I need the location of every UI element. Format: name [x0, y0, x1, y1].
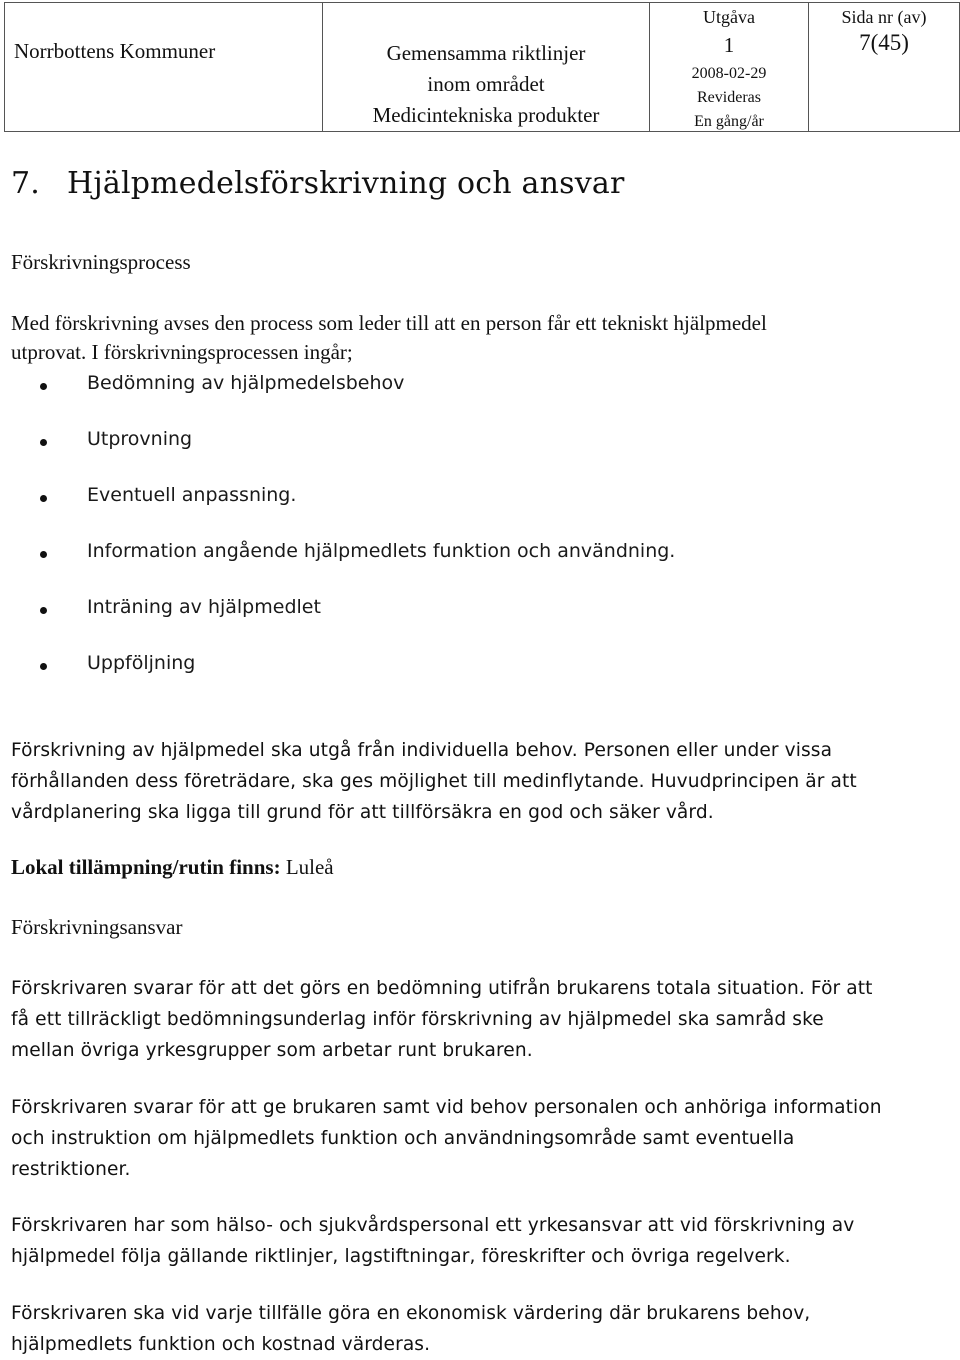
paragraph-line: vårdplanering ska ligga till grund för att tillförsäkra en god och säker vård. — [11, 802, 714, 823]
page-number: 7(45) — [859, 29, 909, 55]
chapter-number: 7. — [11, 166, 41, 201]
list-item-text: Uppföljning — [87, 652, 196, 674]
paragraph-economic-valuation — [11, 1298, 959, 1360]
list-item — [40, 372, 675, 428]
list-item-text: Information angående hjälpmedlets funktion och användning. — [87, 540, 676, 562]
page-info-cell — [809, 3, 960, 132]
paragraph-line: förhållanden dess företrädare, ska ges möjlighet till medinflytande. Huvudprincipen är att — [11, 771, 857, 792]
paragraph-line: Förskrivaren svarar för att det görs en bedömning utifrån brukarens totala situation. För att — [11, 978, 873, 999]
organization-name: Norrbottens Kommuner — [14, 39, 216, 63]
intro-line-2: utprovat. I förskrivningsprocessen ingår; — [11, 340, 353, 364]
paragraph-professional-responsibility — [11, 1210, 959, 1272]
bullet-icon — [40, 495, 47, 502]
local-application-label: Lokal tillämpning/rutin finns: — [11, 855, 281, 879]
paragraph-line: Förskrivaren ska vid varje tillfälle göra en ekonomisk värdering där brukarens behov, — [11, 1303, 811, 1324]
subject-line-3: Medicintekniska produkter — [372, 103, 600, 127]
process-step-list — [40, 372, 675, 708]
local-application-value: Luleå — [280, 855, 334, 879]
chapter-heading — [11, 166, 625, 201]
paragraph-assessment — [11, 973, 959, 1066]
local-application-note — [11, 855, 334, 880]
paragraph-line: hjälpmedel följa gällande riktlinjer, lagstiftningar, föreskrifter och övriga regelverk. — [11, 1246, 791, 1267]
list-item-text: Eventuell anpassning. — [87, 484, 297, 506]
list-item-text: Utprovning — [87, 428, 193, 450]
revision-label: Revideras — [697, 88, 761, 106]
page-label: Sida nr (av) — [841, 7, 927, 27]
list-item — [40, 540, 675, 596]
list-item — [40, 484, 675, 540]
bullet-icon — [40, 551, 47, 558]
edition-date: 2008-02-29 — [691, 64, 767, 82]
paragraph-line: Förskrivning av hjälpmedel ska utgå från individuella behov. Personen eller under vissa — [11, 740, 833, 761]
bullet-icon — [40, 439, 47, 446]
bullet-icon — [40, 607, 47, 614]
section-heading-forskrivningsprocess: Förskrivningsprocess — [11, 250, 191, 274]
subject-line-2: inom området — [427, 72, 545, 96]
list-item — [40, 428, 675, 484]
paragraph-line: hjälpmedlets funktion och kostnad värderas. — [11, 1334, 431, 1355]
paragraph-information — [11, 1092, 959, 1185]
paragraph-line: och instruktion om hjälpmedlets funktion och användningsområde samt eventuella — [11, 1128, 795, 1149]
edition-number: 1 — [723, 32, 735, 57]
revision-interval: En gång/år — [694, 113, 764, 131]
document-header — [4, 2, 960, 132]
list-item — [40, 652, 675, 708]
section-heading-forskrivningsansvar: Förskrivningsansvar — [11, 915, 183, 939]
list-item-text: Inträning av hjälpmedlet — [87, 596, 321, 618]
edition-cell — [650, 3, 809, 132]
bullet-icon — [40, 383, 47, 390]
paragraph-individual-needs — [11, 735, 959, 828]
list-item-text: Bedömning av hjälpmedelsbehov — [87, 372, 405, 394]
chapter-title: Hjälpmedelsförskrivning och ansvar — [67, 166, 625, 201]
paragraph-line: Förskrivaren har som hälso- och sjukvårdspersonal ett yrkesansvar att vid förskrivning av — [11, 1215, 855, 1236]
intro-line-1: Med förskrivning avses den process som leder till att en person får ett tekniskt hjälpmedel — [11, 311, 767, 335]
edition-label: Utgåva — [703, 7, 755, 27]
paragraph-line: få ett tillräckligt bedömningsunderlag inför förskrivning av hjälpmedel ska samråd ske — [11, 1009, 824, 1030]
list-item — [40, 596, 675, 652]
subject-cell — [323, 3, 650, 132]
paragraph-line: mellan övriga yrkesgrupper som arbetar runt brukaren. — [11, 1040, 533, 1061]
paragraph-line: restriktioner. — [11, 1159, 131, 1180]
paragraph-line: Förskrivaren svarar för att ge brukaren samt vid behov personalen och anhöriga information — [11, 1097, 882, 1118]
bullet-icon — [40, 663, 47, 670]
organization-cell — [5, 3, 323, 132]
subject-line-1: Gemensamma riktlinjer — [386, 41, 586, 65]
